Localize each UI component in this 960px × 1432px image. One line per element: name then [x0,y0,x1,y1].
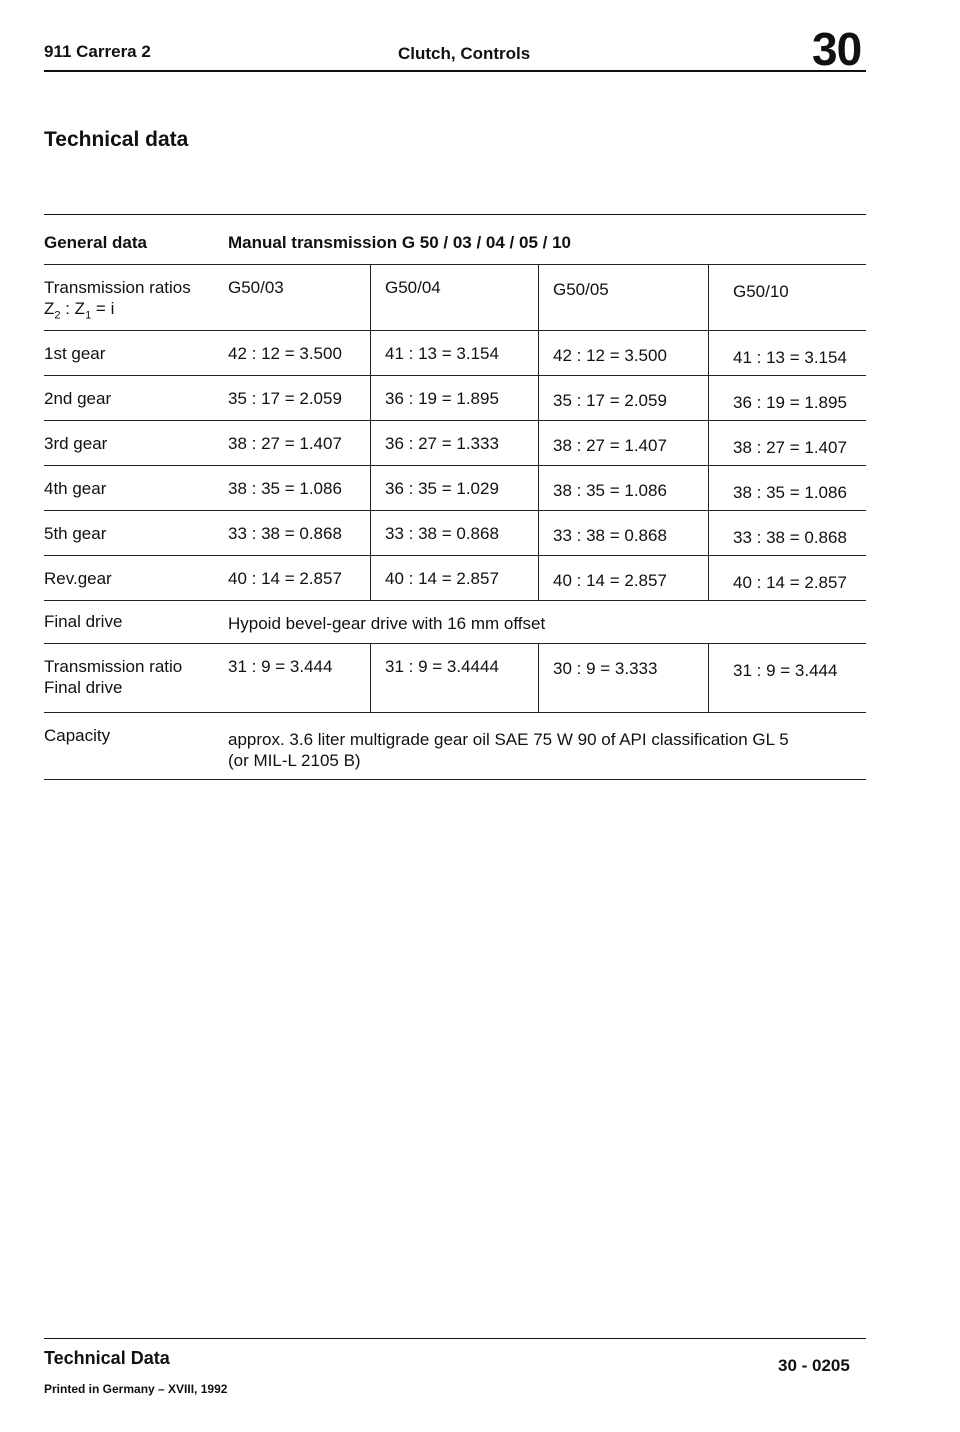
ratio-cell: 41 : 13 = 3.154 [370,331,536,375]
ratio-cell: 33 : 38 = 0.868 [708,511,866,555]
ratio-cell: 33 : 38 = 0.868 [370,511,536,555]
ratio-cell: 33 : 38 = 0.868 [538,511,706,555]
capacity-value-line2: (or MIL-L 2105 B) [228,751,361,770]
capacity-row [44,713,866,780]
gear-label: 3rd gear [44,434,108,453]
ratio-cell: 38 : 35 = 1.086 [538,466,706,510]
final-drive-row [44,601,866,644]
ratio-cell: 40 : 14 = 2.857 [708,556,866,600]
page-title: Technical data [44,128,189,151]
gear-label: 4th gear [44,479,107,498]
ratio-cell: 33 : 38 = 0.868 [228,524,342,543]
footer-printed: Printed in Germany – XVIII, 1992 [44,1382,228,1396]
ratio-cell: 38 : 27 = 1.407 [228,434,342,453]
ratio-cell: 38 : 35 = 1.086 [708,466,866,510]
table-row [44,421,866,466]
ratio-cell: 38 : 27 = 1.407 [538,421,706,465]
table-row [44,511,866,556]
header-section-title: Clutch, Controls [398,44,531,63]
final-ratio-row [44,644,866,713]
model-row [44,265,866,331]
column-label-header: General data [44,233,147,252]
ratio-cell: 35 : 17 = 2.059 [228,389,342,408]
gear-label: Rev.gear [44,569,112,588]
ratio-cell: 31 : 9 = 3.444 [708,644,866,712]
gear-label: 1st gear [44,344,106,363]
table-row [44,466,866,511]
model-g50-05: G50/05 [538,265,706,330]
final-drive-value: Hypoid bevel-gear drive with 16 mm offset [228,614,546,633]
model-g50-03: G50/03 [228,278,284,297]
model-g50-10: G50/10 [708,265,866,330]
footer-rule [44,1338,866,1339]
ratio-cell: 40 : 14 = 2.857 [370,556,536,600]
header-rule [44,70,866,72]
technical-data-table [44,214,866,780]
gear-label: 5th gear [44,524,107,543]
capacity-value-line1: approx. 3.6 liter multigrade gear oil SAE 75 W 90 of API classification GL 5 [228,730,789,749]
ratio-cell: 42 : 12 = 3.500 [228,344,342,363]
final-ratio-label-line1: Transmission ratio [44,657,183,676]
ratio-cell: 31 : 9 = 3.444 [228,657,333,676]
ratio-formula: $Z_2$ : $Z_1 = i$ [44,299,115,322]
ratio-label-line1: Transmission ratios [44,278,191,297]
capacity-label: Capacity [44,726,111,745]
ratio-cell: 36 : 35 = 1.029 [370,466,536,510]
ratio-cell: 36 : 19 = 1.895 [370,376,536,420]
model-g50-04: G50/04 [370,265,536,330]
table-row [44,556,866,601]
capacity-value [228,729,866,771]
ratio-cell: 30 : 9 = 3.333 [538,644,706,712]
gear-label: 2nd gear [44,389,112,408]
ratio-cell: 36 : 19 = 1.895 [708,376,866,420]
group-header: Manual transmission G 50 / 03 / 04 / 05 / 10 [228,233,571,252]
footer-title: Technical Data [44,1348,170,1368]
header-group-number: 30 [812,23,862,75]
table-row [44,376,866,421]
final-ratio-label [44,656,224,698]
ratio-cell: 42 : 12 = 3.500 [538,331,706,375]
header-model: 911 Carrera 2 [44,42,151,61]
ratio-label [44,277,224,326]
ratio-cell: 40 : 14 = 2.857 [538,556,706,600]
ratio-cell: 40 : 14 = 2.857 [228,569,342,588]
final-ratio-label-line2: Final drive [44,678,123,697]
ratio-cell: 41 : 13 = 3.154 [708,331,866,375]
ratio-cell: 38 : 27 = 1.407 [708,421,866,465]
final-drive-label: Final drive [44,612,123,631]
ratio-cell: 35 : 17 = 2.059 [538,376,706,420]
ratio-cell: 31 : 9 = 3.4444 [370,644,536,712]
ratio-cell: 38 : 35 = 1.086 [228,479,342,498]
table-row [44,331,866,376]
table-header-row [44,214,866,265]
ratio-cell: 36 : 27 = 1.333 [370,421,536,465]
footer-page-number: 30 - 0205 [778,1356,850,1375]
